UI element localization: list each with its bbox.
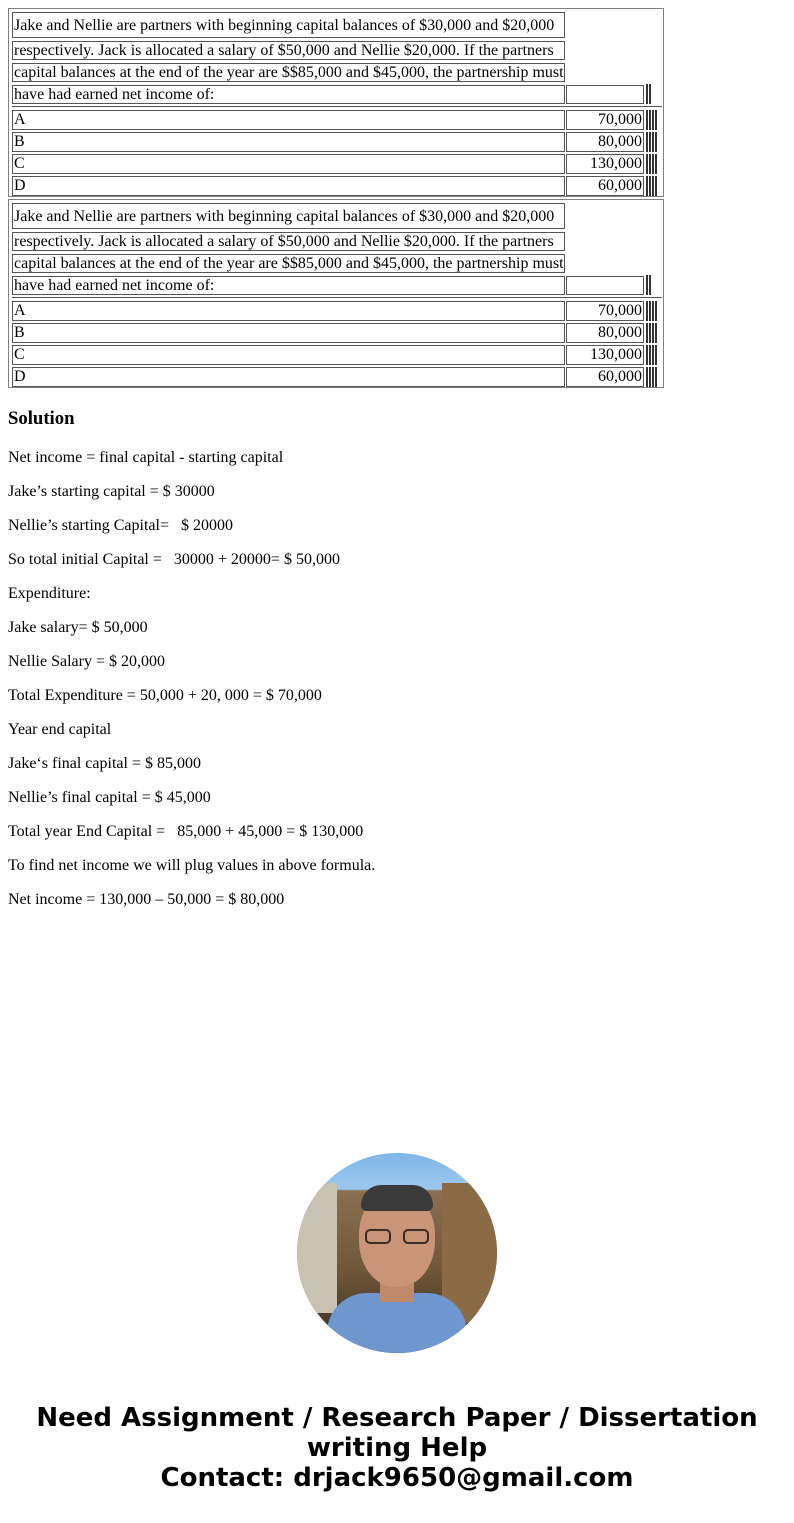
option-label: A (12, 301, 565, 321)
solution-paragraph: Expenditure: (8, 585, 91, 602)
ad-banner (0, 1403, 794, 1493)
solution-paragraph: Net income = 130,000 – 50,000 = $ 80,000 (8, 891, 285, 908)
author-avatar (297, 1153, 497, 1353)
solution-paragraph: Nellie’s starting Capital= $ 20000 (8, 517, 233, 534)
solution-paragraph: Year end capital (8, 721, 112, 738)
option-value: 80,000 (566, 323, 644, 343)
border-artifact (646, 275, 651, 295)
empty-value-cell (566, 85, 644, 104)
option-value: 70,000 (566, 110, 644, 130)
row-divider (12, 297, 662, 298)
solution-paragraph: Nellie’s final capital = $ 45,000 (8, 789, 211, 806)
solution-paragraph: So total initial Capital = 30000 + 20000= $ 50,000 (8, 551, 340, 568)
option-label: B (12, 132, 565, 152)
option-label: B (12, 323, 565, 343)
option-label: D (12, 367, 565, 387)
question-text-line: Jake and Nellie are partners with beginning capital balances of $30,000 and $20,000 (12, 203, 565, 229)
option-value: 130,000 (566, 154, 644, 174)
question-text-line: have had earned net income of: (12, 85, 565, 104)
border-artifact (646, 154, 657, 174)
option-label: C (12, 154, 565, 174)
question-text-line: have had earned net income of: (12, 276, 565, 295)
option-value: 60,000 (566, 176, 644, 196)
option-label: C (12, 345, 565, 365)
solution-paragraph: Nellie Salary = $ 20,000 (8, 653, 165, 670)
solution-heading: Solution (8, 408, 75, 429)
solution-paragraph: Total year End Capital = 85,000 + 45,000 = $ 130,000 (8, 823, 364, 840)
empty-value-cell (566, 276, 644, 295)
question-text-line: capital balances at the end of the year are $$85,000 and $45,000, the partnership must (14, 64, 564, 81)
question-text-line: Jake and Nellie are partners with beginning capital balances of $30,000 and $20,000 (12, 12, 565, 38)
solution-paragraph: Net income = final capital - starting capital (8, 449, 284, 466)
option-label: D (12, 176, 565, 196)
question-table (8, 199, 664, 388)
border-artifact (646, 132, 657, 152)
question-text-line: respectively. Jack is allocated a salary of $50,000 and Nellie $20,000. If the partners (12, 41, 565, 60)
ad-line: writing Help (306, 1433, 488, 1463)
row-divider (12, 106, 662, 107)
border-artifact (646, 176, 657, 196)
solution-paragraph: Total Expenditure = 50,000 + 20, 000 = $ 70,000 (8, 687, 322, 704)
option-value: 80,000 (566, 132, 644, 152)
border-artifact (646, 345, 657, 365)
option-value: 130,000 (566, 345, 644, 365)
ad-line: Need Assignment / Research Paper / Dissertation (36, 1403, 758, 1433)
solution-paragraph: Jake‘s final capital = $ 85,000 (8, 755, 201, 772)
question-table (8, 8, 664, 197)
option-value: 60,000 (566, 367, 644, 387)
border-artifact (646, 301, 657, 321)
border-artifact (646, 84, 651, 104)
solution-paragraph: Jake salary= $ 50,000 (8, 619, 148, 636)
ad-contact: Contact: drjack9650@gmail.com (160, 1463, 634, 1493)
border-artifact (646, 367, 657, 387)
solution-paragraph: To find net income we will plug values in above formula. (8, 857, 376, 874)
question-text-line: capital balances at the end of the year are $$85,000 and $45,000, the partnership must (14, 255, 564, 272)
option-label: A (12, 110, 565, 130)
border-artifact (646, 323, 657, 343)
border-artifact (646, 110, 657, 130)
option-value: 70,000 (566, 301, 644, 321)
solution-paragraph: Jake’s starting capital = $ 30000 (8, 483, 215, 500)
question-text-line: respectively. Jack is allocated a salary of $50,000 and Nellie $20,000. If the partners (12, 232, 565, 251)
